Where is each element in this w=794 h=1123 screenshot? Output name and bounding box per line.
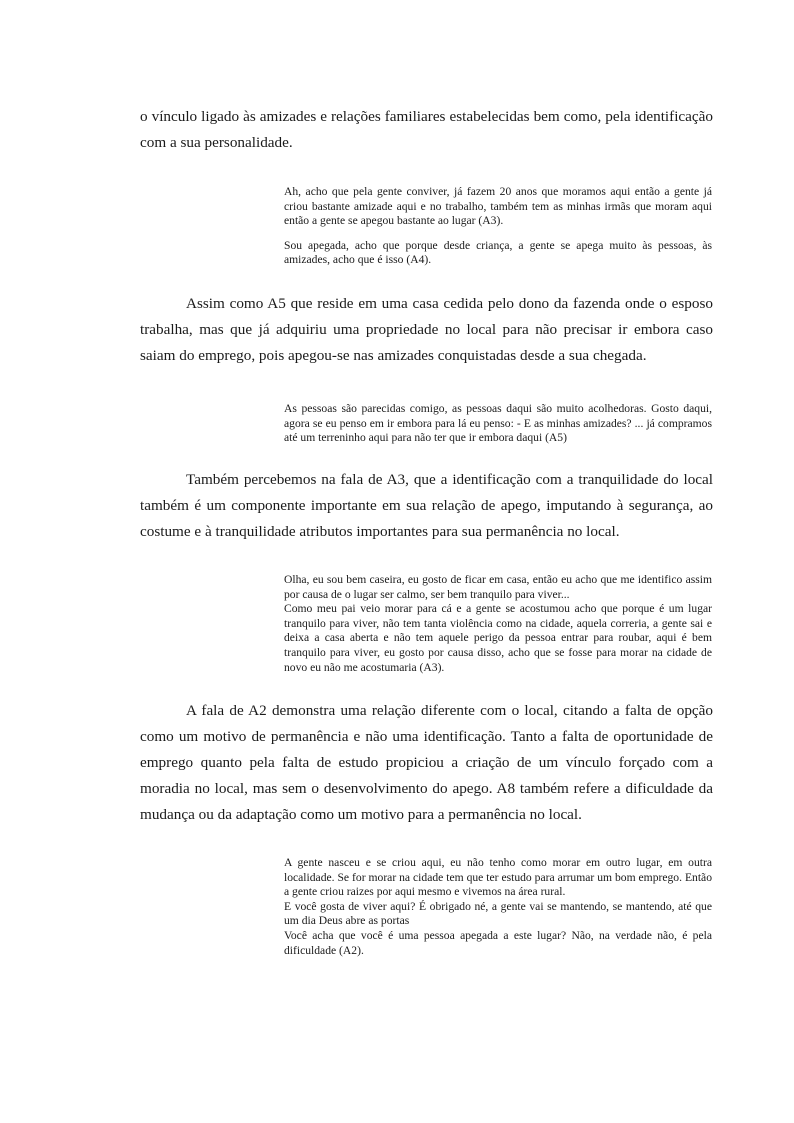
- block-quote-3: [284, 573, 712, 675]
- paragraph-4: A fala de A2 demonstra uma relação diferente com o local, citando a falta de opção como um motivo de permanência e não uma identificação. Tanto a falta de oportunidade de emprego quanto pela falta de estudo propiciou a criação de um vínculo forçado com a moradia no local, mas sem o desenvolvimento do apego. A8 também refere a dificuldade da mudança ou da adaptação como um motivo para a permanência no local.: [140, 702, 713, 823]
- block-quote-2: [284, 402, 712, 446]
- quote-3-part-2: Como meu pai veio morar para cá e a gente se acostumou acho que porque é um lugar tranquilo para viver, não tem tanta violência como na cidade, aquela correria, a gente sai e deixa a casa aberta e não tem aquele perigo da pessoa entrar para roubar, aqui é bem tranquilo para viver, eu gosto por causa disso, acho que se fosse para morar na cidade de novo eu não me acostumaria (A3).: [284, 602, 712, 674]
- quote-4-part-2: E você gosta de viver aqui? É obrigado né, a gente vai se mantendo, se mantendo, até que um dia Deus abre as portas: [284, 899, 712, 928]
- paragraph-2: Assim como A5 que reside em uma casa cedida pelo dono da fazenda onde o esposo trabalha, mas que já adquiriu uma propriedade no local para não precisar ir embora caso saiam do emprego, pois apegou-se nas amizades conquistadas desde a sua chegada.: [140, 295, 713, 364]
- block-quote-1: [284, 185, 712, 268]
- quote-4-part-1: A gente nasceu e se criou aqui, eu não tenho como morar em outro lugar, em outra localidade. Se for morar na cidade tem que ter estudo para arrumar um bom emprego. Então a gente criou raizes por aqui mesmo e vivemos na área rural.: [284, 856, 712, 899]
- quote-1-part-1: Ah, acho que pela gente conviver, já fazem 20 anos que moramos aqui então a gente já criou bastante amizade aqui e no trabalho, também tem as minhas irmãs que moram aqui então a gente se apegou bastante ao lugar (A3).: [284, 185, 712, 228]
- paragraph-3: Também percebemos na fala de A3, que a identificação com a tranquilidade do local também é um componente importante em sua relação de apego, imputando à segurança, ao costume e à tranquilidade atributos importantes para sua permanência no local.: [140, 471, 713, 540]
- paragraph-1: o vínculo ligado às amizades e relações familiares estabelecidas bem como, pela identificação com a sua personalidade.: [140, 108, 713, 151]
- quote-4-part-3: Você acha que você é uma pessoa apegada a este lugar? Não, na verdade não, é pela dificuldade (A2).: [284, 928, 712, 957]
- quote-1-part-2: Sou apegada, acho que porque desde criança, a gente se apega muito às pessoas, às amizades, acho que é isso (A4).: [284, 238, 712, 267]
- quote-3-part-1: Olha, eu sou bem caseira, eu gosto de ficar em casa, então eu acho que me identifico assim por causa de o lugar ser calmo, ser bem tranquilo para viver...: [284, 573, 712, 601]
- block-quote-4: [284, 856, 712, 958]
- quote-2-part-1: As pessoas são parecidas comigo, as pessoas daqui são muito acolhedoras. Gosto daqui, agora se eu penso em ir embora para lá eu penso: - E as minhas amizades? ... já compramos até um terreninho aqui para não ter que ir embora daqui (A5): [284, 402, 712, 445]
